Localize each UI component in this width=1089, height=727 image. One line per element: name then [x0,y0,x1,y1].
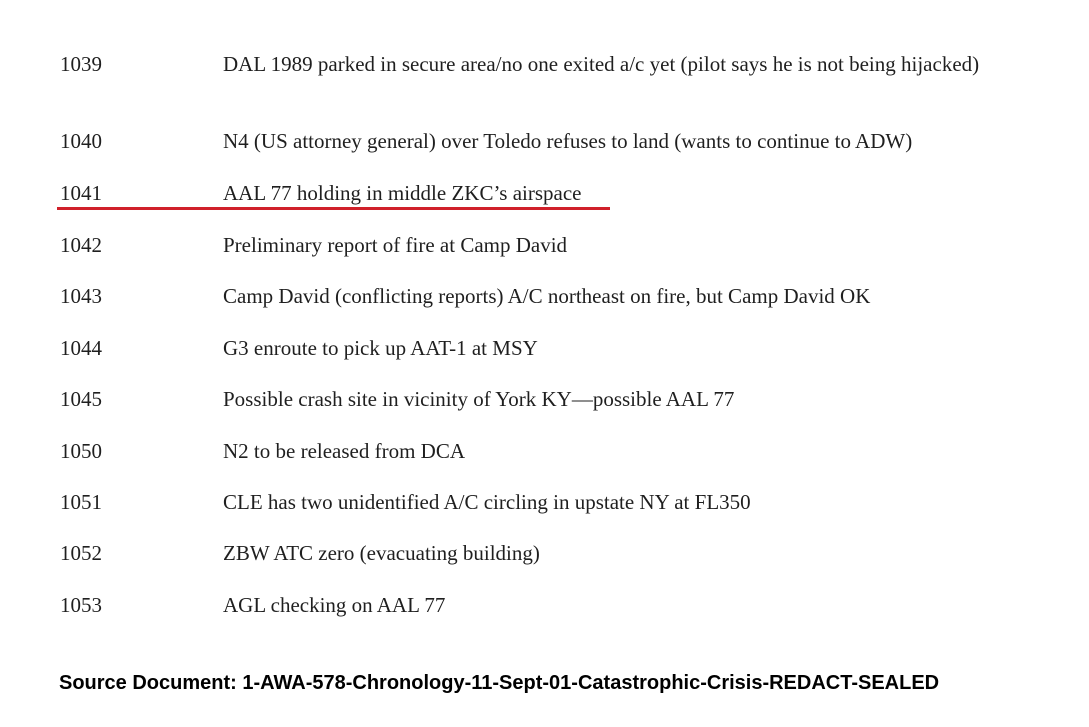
source-caption: Source Document: 1-AWA-578-Chronology-11-Sept-01-Catastrophic-Crisis-REDACT-SEALED [59,672,940,694]
entry-time: 1045 [60,387,102,411]
entry-time: 1039 [60,52,102,76]
entry-time: 1051 [60,490,102,514]
entry-time: 1050 [60,439,102,463]
entry-time: 1041 [60,181,102,205]
entry-text: N4 (US attorney general) over Toledo refuses to land (wants to continue to ADW) [223,129,913,153]
entry-text: Preliminary report of fire at Camp David [223,233,568,257]
entry-text: CLE has two unidentified A/C circling in upstate NY at FL350 [223,490,751,514]
red-underline [57,207,610,210]
entry-text: G3 enroute to pick up AAT-1 at MSY [223,336,538,360]
entry-time: 1052 [60,541,102,565]
entry-time: 1044 [60,336,102,360]
entry-time: 1040 [60,129,102,153]
entry-time: 1053 [60,593,102,617]
entry-time: 1043 [60,284,102,308]
entry-text: Possible crash site in vicinity of York KY—possible AAL 77 [223,387,735,411]
entry-time: 1042 [60,233,102,257]
entry-text: ZBW ATC zero (evacuating building) [223,541,540,565]
entry-text: N2 to be released from DCA [223,439,466,463]
entry-text: DAL 1989 parked in secure area/no one exited a/c yet (pilot says he is not being hijacked) [223,52,980,76]
entry-text: Camp David (conflicting reports) A/C northeast on fire, but Camp David OK [223,284,871,308]
entry-text: AGL checking on AAL 77 [223,593,446,617]
entry-text: AAL 77 holding in middle ZKC’s airspace [223,181,582,205]
